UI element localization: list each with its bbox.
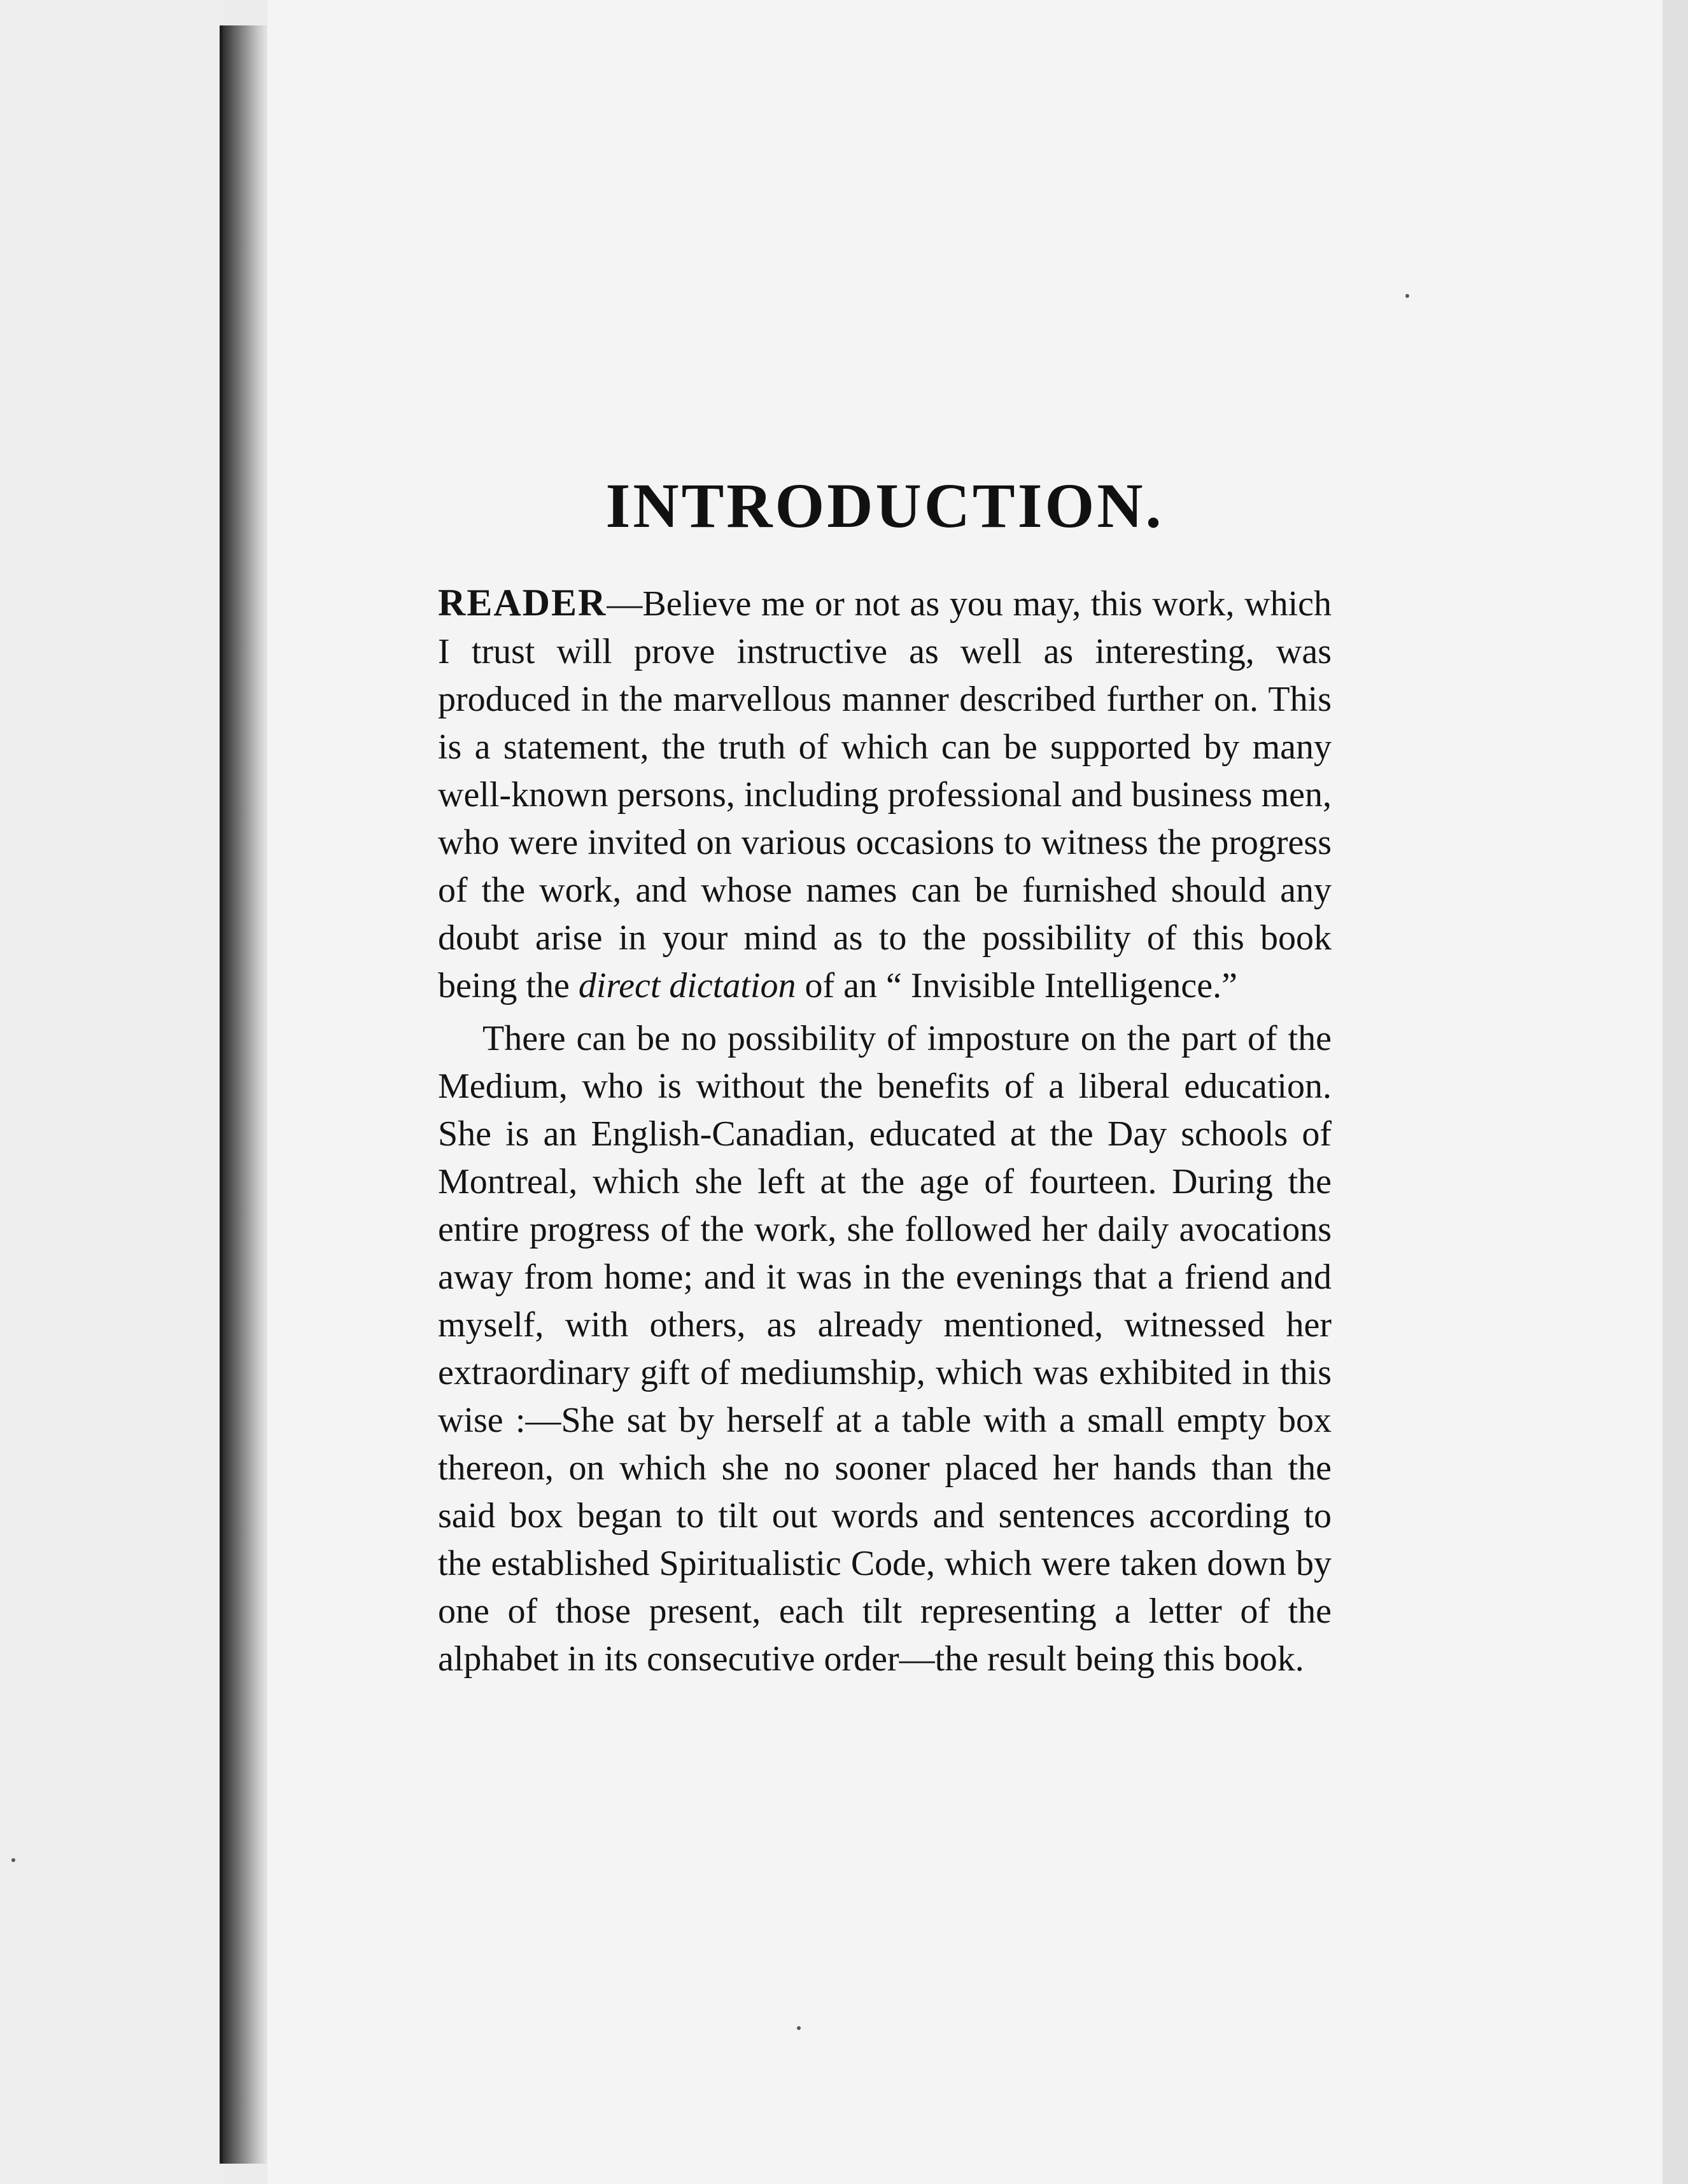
paragraph-1 [438,579,1332,1010]
italic-phrase: direct dictation [578,966,796,1005]
paragraph-1-ending: of an “ Invisible Intelligence.” [796,966,1237,1005]
scan-speck [11,1858,15,1862]
page-title: INTRODUCTION. [605,470,1164,541]
scan-speck [797,2026,801,2030]
book-gutter-shadow [223,25,267,2164]
scan-speck [1405,294,1409,298]
page-right-edge [1663,0,1688,2184]
reader-lead-word: READER [438,582,607,624]
paragraph-1-text: —Believe me or not as you may, this work, which I trust will prove instructive as well as interesting, was produced in the marvellous manner described further on. This is a statement, the truth of which can be supported by many well-known persons, including professional and business men, who were invited on various occasions to witness the progress of the work, and whose names can be furnished should any doubt arise in your mind as to the possibility of this book being the [438,584,1332,1005]
paragraph-2: There can be no possibility of imposture on the part of the Medium, who is without the benefits of a liberal education. She is an English-Canadian, educated at the Day schools of Montreal, which she left at the age of fourteen. During the entire progress of the work, she followed her daily avocations away from home; and it was in the evenings that a friend and myself, with others, as already mentioned, witnessed her extraordinary gift of mediumship, which was exhibited in this wise :—She sat by herself at a table with a small empty box thereon, on which she no sooner placed her hands than the said box began to tilt out words and sentences according to the established Spiritualistic Code, which were taken down by one of those present, each tilt representing a letter of the alphabet in its consecutive order—the result being this book. [438,1019,1332,1679]
left-facing-page [0,0,223,2184]
page-text [438,471,1332,1683]
